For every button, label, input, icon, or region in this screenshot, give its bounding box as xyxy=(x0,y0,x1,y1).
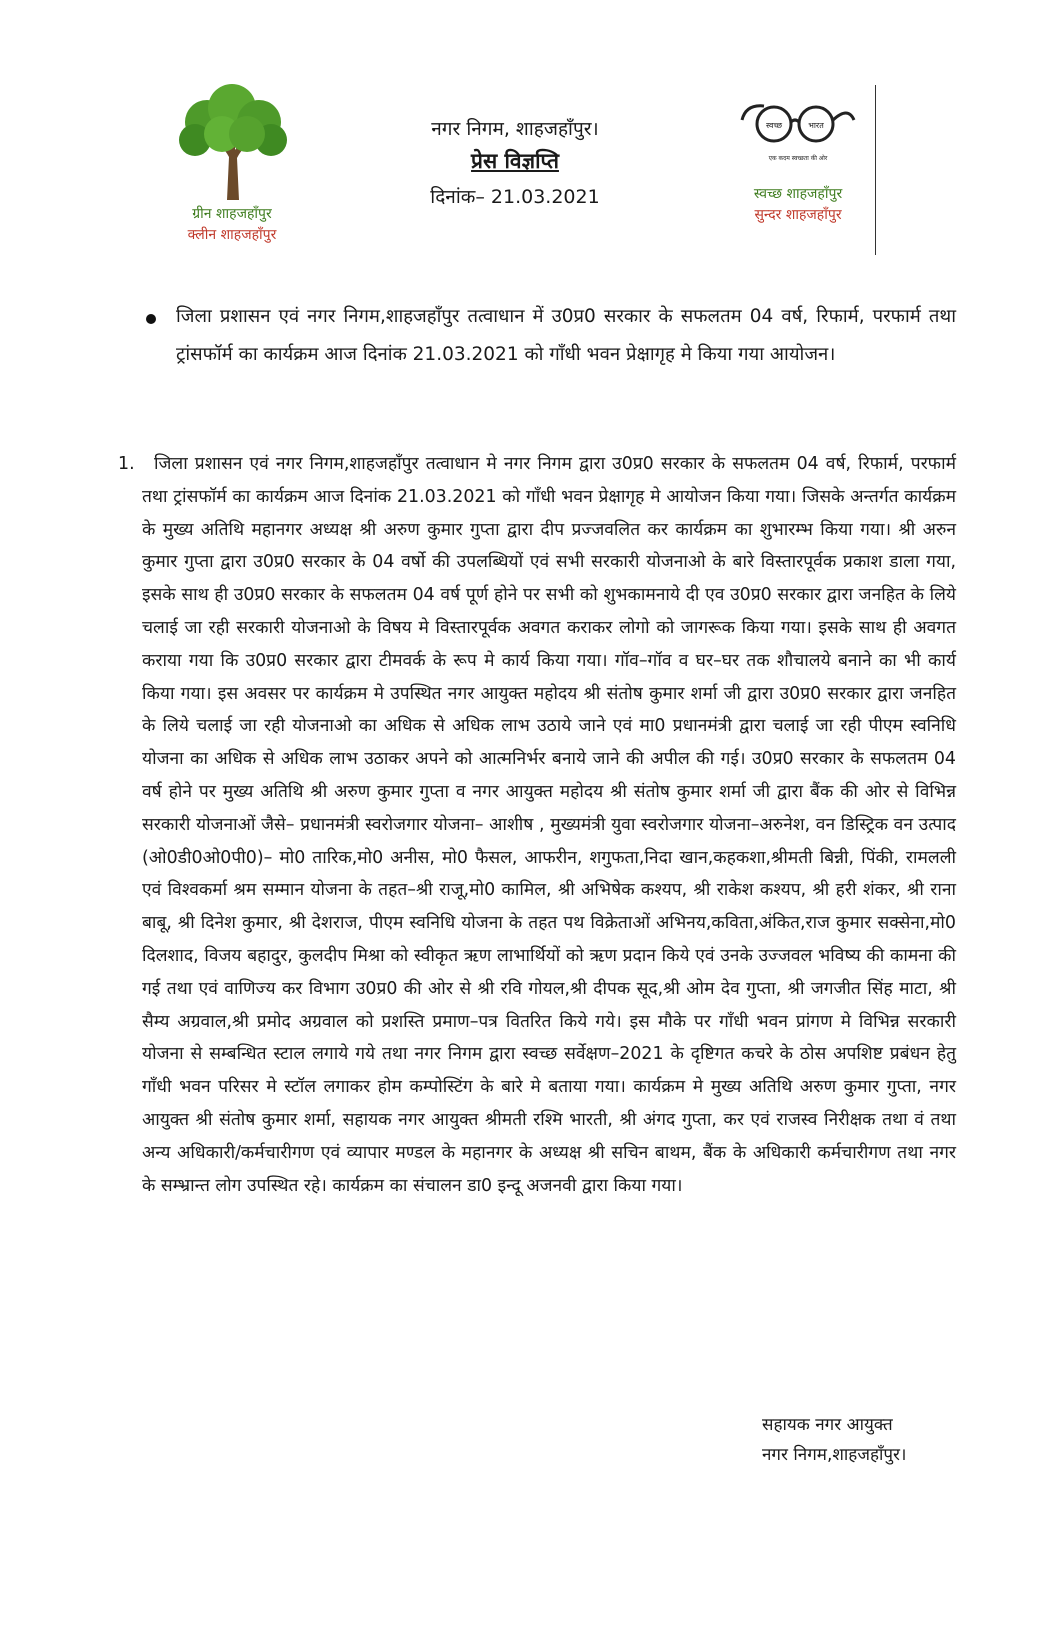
logo-right-line2: सुन्दर शाहजहाँपुर xyxy=(754,207,842,223)
paragraph-number: 1. xyxy=(118,454,135,474)
logo-green-shahjahanpur xyxy=(142,82,322,252)
summary-bullet xyxy=(140,298,956,374)
logo-left-line1: ग्रीन शाहजहाँपुर xyxy=(192,206,272,222)
logo-tagline: एक कदम स्वच्छता की ओर xyxy=(768,155,828,162)
signature-office: नगर निगम,शाहजहाँपुर। xyxy=(762,1445,907,1465)
signature-designation: सहायक नगर आयुक्त xyxy=(762,1415,893,1435)
header-divider xyxy=(875,85,876,255)
organization-name: नगर निगम, शाहजहाँपुर। xyxy=(431,118,599,140)
swachh-bharat-glasses-icon xyxy=(738,98,858,148)
bullet-icon xyxy=(146,314,156,324)
page-title: प्रेस विज्ञप्ति xyxy=(471,149,559,173)
logo-left-line2: क्लीन शाहजहाँपुर xyxy=(187,227,277,243)
right-lens-label: भारत xyxy=(808,121,824,130)
body-paragraph xyxy=(118,448,956,1202)
logo-right-line1: स्वच्छ शाहजहाँपुर xyxy=(753,186,843,202)
logo-swachh-shahjahanpur xyxy=(738,98,858,248)
tree-icon xyxy=(167,82,297,202)
document-header xyxy=(380,115,650,209)
document-date: दिनांक– 21.03.2021 xyxy=(430,186,600,208)
summary-text: जिला प्रशासन एवं नगर निगम,शाहजहाँपुर तत्वाधान में उ0प्र0 सरकार के सफलतम 04 वर्ष, रिफार्म, परफार्म तथा ट्रांसफॉर्म का कार्यक्रम आज दिनांक 21.03.2021 को गाँधी भवन प्रेक्षागृह मे किया गया आयोजन। xyxy=(176,306,956,365)
left-lens-label: स्वच्छ xyxy=(765,121,783,130)
paragraph-text: जिला प्रशासन एवं नगर निगम,शाहजहाँपुर तत्वाधान मे नगर निगम द्वारा उ0प्र0 सरकार के सफलतम 04 वर्ष, रिफार्म, परफार्म तथा ट्रांसफॉर्म का कार्यक्रम आज दिनांक 21.03.2021 को गाँधी भवन प्रेक्षागृह मे आयोजन किया गया। जिसके अन्तर्गत कार्यक्रम के मुख्य अतिथि महानगर अध्यक्ष श्री अरुण कुमार गुप्ता द्वारा दीप प्रज्जवलित कर कार्यक्रम का शुभारम्भ किया गया। श्री अरुन कुमार गुप्ता द्वारा उ0प्र0 सरकार के 04 वर्षो की उपलब्धियों एवं सभी सरकारी योजनाओ के बारे विस्तारपूर्वक प्रकाश डाला गया, इसके साथ ही उ0प्र0 सरकार के सफलतम 04 वर्ष पूर्ण होने पर सभी को शुभकामनाये दी एव उ0प्र0 सरकार द्वारा जनहित के लिये चलाई जा रही सरकारी योजनाओ के विषय मे विस्तारपूर्वक अवगत कराकर लोगो को जागरूक किया गया। इसके साथ ही अवगत कराया गया कि उ0प्र0 सरकार द्वारा टीमवर्क के रूप मे कार्य किया गया। गॉव–गॉव व घर–घर तक शौचालये बनाने का भी कार्य किया गया। इस अवसर पर कार्यक्रम मे उपस्थित नगर आयुक्त महोदय श्री संतोष कुमार शर्मा जी द्वारा उ0प्र0 सरकार द्वारा जनहित के लिये चलाई जा रही योजनाओ का अधिक से अधिक लाभ उठाये जाने एवं मा0 प्रधानमंत्री द्वारा चलाई जा रही पीएम स्वनिधि योजना का अधिक से अधिक लाभ उठाकर अपने को आत्मनिर्भर बनाये जाने की अपील की गई। उ0प्र0 सरकार के सफलतम 04 वर्ष होने पर मुख्य अतिथि श्री अरुण कुमार गुप्ता व नगर आयुक्त महोदय श्री संतोष कुमार शर्मा जी द्वारा बैंक की ओर से विभिन्न सरकारी योजनाओं जैसे– प्रधानमंत्री स्वरोजगार योजना– आशीष , मुख्यमंत्री युवा स्वरोजगार योजना–अरुनेश, वन डिस्ट्रिक वन उत्पाद (ओ0डी0ओ0पी0)– मो0 तारिक,मो0 अनीस, मो0 फैसल, आफरीन, शगुफता,निदा खान,कहकशा,श्रीमती बिन्नी, पिंकी, रामलली एवं विश्वकर्मा श्रम सम्मान योजना के तहत–श्री राजू,मो0 कामिल, श्री अभिषेक कश्यप, श्री राकेश कश्यप, श्री हरी शंकर, श्री राना बाबू, श्री दिनेश कुमार, श्री देशराज, पीएम स्वनिधि योजना के तहत पथ विक्रेताओं अभिनय,कविता,अंकित,राज कुमार सक्सेना,मो0 दिलशाद, विजय बहादुर, कुलदीप मिश्रा को स्वीकृत ऋण लाभार्थियों को ऋण प्रदान किये एवं उनके उज्जवल भविष्य की कामना की गई तथा एवं वाणिज्य कर विभाग उ0प्र0 की ओर से श्री रवि गोयल,श्री दीपक सूद,श्री ओम देव गुप्ता, श्री जगजीत सिंह माटा, श्री सैम्य अग्रवाल,श्री प्रमोद अग्रवाल को प्रशस्ति प्रमाण–पत्र वितरित किये गये। इस मौके पर गाँधी भवन प्रांगण मे विभिन्न सरकारी योजना से सम्बन्धित स्टाल लगाये गये तथा नगर निगम द्वारा स्वच्छ सर्वेक्षण–2021 के दृष्टिगत कचरे के ठोस अपशिष्ट प्रबंधन हेतु गाँधी भवन परिसर मे स्टॉल लगाकर होम कम्पोस्टिंग के बारे मे बताया गया। कार्यक्रम मे मुख्य अतिथि अरुण कुमार गुप्ता, नगर आयुक्त श्री संतोष कुमार शर्मा, सहायक नगर आयुक्त श्रीमती रश्मि भारती, श्री अंगद गुप्ता, कर एवं राजस्व निरीक्षक तथा वं तथा अन्य अधिकारी/कर्मचारीगण एवं व्यापार मण्डल के महानगर के अध्यक्ष श्री सचिन बाथम, बैंक के अधिकारी कर्मचारीगण तथा नगर के सम्भ्रान्त लोग उपस्थित रहे। कार्यक्रम का संचालन डा0 इन्दू अजनवी द्वारा किया गया। xyxy=(142,454,956,1196)
signature-block xyxy=(762,1410,962,1470)
